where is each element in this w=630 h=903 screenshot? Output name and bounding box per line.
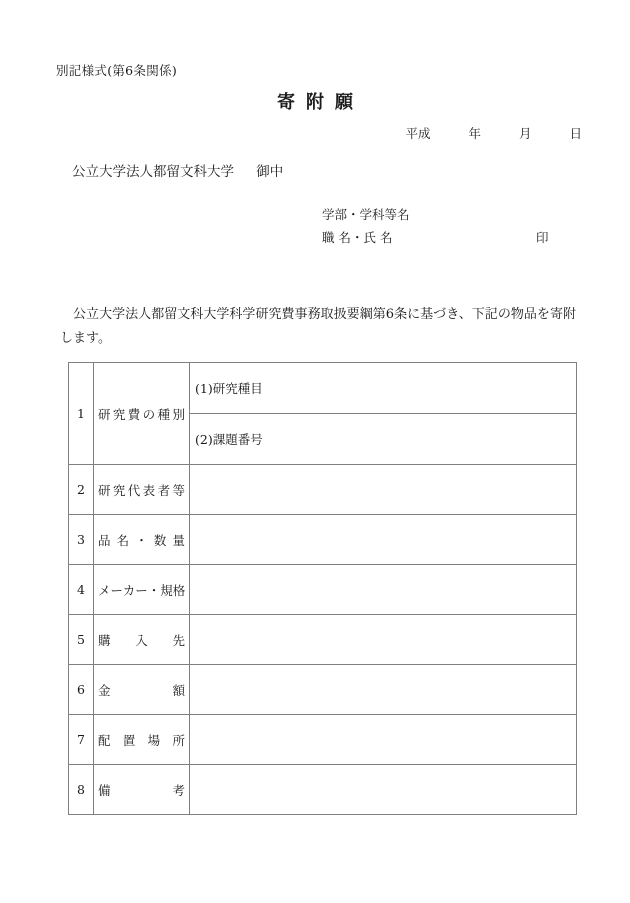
row-label-distributed <box>95 531 188 549</box>
row-label-distributed <box>95 731 188 749</box>
row-label-cell <box>94 615 190 665</box>
row-number-cell: 4 <box>69 565 94 615</box>
month-unit-label: 月 <box>519 126 532 141</box>
row-label-cell <box>94 515 190 565</box>
row-label-distributed <box>95 781 188 799</box>
row-number-cell: 8 <box>69 765 94 815</box>
amount-field[interactable] <box>190 665 577 715</box>
label-char: 究 <box>112 482 126 498</box>
year-unit-label: 年 <box>468 126 482 141</box>
label-char: 場 <box>147 732 161 748</box>
label-char: 究 <box>112 406 126 422</box>
research-category-field[interactable]: (1)研究種目 <box>190 363 577 414</box>
label-char: 表 <box>142 482 156 498</box>
row-label-cell <box>94 465 190 515</box>
affiliation-label: 学部・学科等名 <box>322 207 410 222</box>
form-code-label: 別記様式(第6条関係) <box>56 63 178 78</box>
representative-field[interactable] <box>190 465 577 515</box>
signature-block <box>322 205 552 248</box>
table-row <box>69 765 577 815</box>
row-label-plain: メーカー・規格 <box>98 582 186 598</box>
donation-items-table <box>68 362 577 815</box>
addressee-line <box>72 160 283 180</box>
document-title: 寄附願 <box>277 92 364 113</box>
label-char: 備 <box>98 782 111 798</box>
row-number-cell: 6 <box>69 665 94 715</box>
row-label-distributed <box>95 405 188 423</box>
label-char: 品 <box>98 532 111 548</box>
row-number-cell: 3 <box>69 515 94 565</box>
project-number-field[interactable]: (2)課題番号 <box>190 414 577 465</box>
table-body <box>69 363 577 815</box>
label-char: 等 <box>172 482 185 498</box>
body-paragraph: 公立大学法人都留文科大学科学研究費事務取扱要綱第6条に基づき、下記の物品を寄附します。 <box>60 307 576 346</box>
label-char: 代 <box>127 482 141 498</box>
date-line <box>406 124 582 142</box>
name-row <box>322 228 552 248</box>
table-row <box>69 615 577 665</box>
table-row <box>69 363 577 414</box>
seal-mark-label: 印 <box>536 230 549 245</box>
label-char: 考 <box>172 782 185 798</box>
row-number-cell: 7 <box>69 715 94 765</box>
supplier-field[interactable] <box>190 615 577 665</box>
affiliation-row <box>322 205 552 225</box>
label-char: 数 <box>153 532 167 548</box>
label-char: 研 <box>98 406 111 422</box>
addressee-organization: 公立大学法人都留文科大学 <box>72 164 234 180</box>
row-number-cell: 1 <box>69 363 94 465</box>
label-char: 量 <box>172 532 185 548</box>
label-char: 名 <box>116 532 130 548</box>
name-label: 職 名・氏 名 <box>322 230 393 245</box>
row-label-distributed <box>95 481 188 499</box>
label-char: 購 <box>98 632 111 648</box>
row-label-distributed <box>95 681 188 699</box>
row-label-cell <box>94 765 190 815</box>
item-name-quantity-field[interactable] <box>190 515 577 565</box>
label-char: 別 <box>172 406 185 422</box>
table-row <box>69 715 577 765</box>
label-char: 種 <box>157 406 171 422</box>
row-label-cell <box>94 363 190 465</box>
label-char: 配 <box>98 732 111 748</box>
day-unit-label: 日 <box>569 126 582 141</box>
table-row <box>69 465 577 515</box>
label-char: 所 <box>172 732 185 748</box>
table-row <box>69 515 577 565</box>
row-number-cell: 2 <box>69 465 94 515</box>
label-char: 費 <box>127 406 141 422</box>
label-char: 置 <box>122 732 136 748</box>
row-label-cell <box>94 715 190 765</box>
row-label-distributed <box>95 631 188 649</box>
label-char: 入 <box>135 632 148 648</box>
row-label-cell <box>94 565 190 615</box>
label-char: 者 <box>157 482 171 498</box>
placement-location-field[interactable] <box>190 715 577 765</box>
remarks-field[interactable] <box>190 765 577 815</box>
addressee-honorific: 御中 <box>256 164 284 180</box>
label-char: 金 <box>98 682 111 698</box>
table-row <box>69 665 577 715</box>
label-char: の <box>142 406 156 422</box>
label-char: 額 <box>172 682 185 698</box>
era-label: 平成 <box>405 126 431 141</box>
row-label-cell <box>94 665 190 715</box>
label-char: ・ <box>135 532 148 548</box>
maker-spec-field[interactable] <box>190 565 577 615</box>
label-char: 先 <box>172 632 185 648</box>
label-char: 研 <box>98 482 111 498</box>
table-row <box>69 565 577 615</box>
row-number-cell: 5 <box>69 615 94 665</box>
